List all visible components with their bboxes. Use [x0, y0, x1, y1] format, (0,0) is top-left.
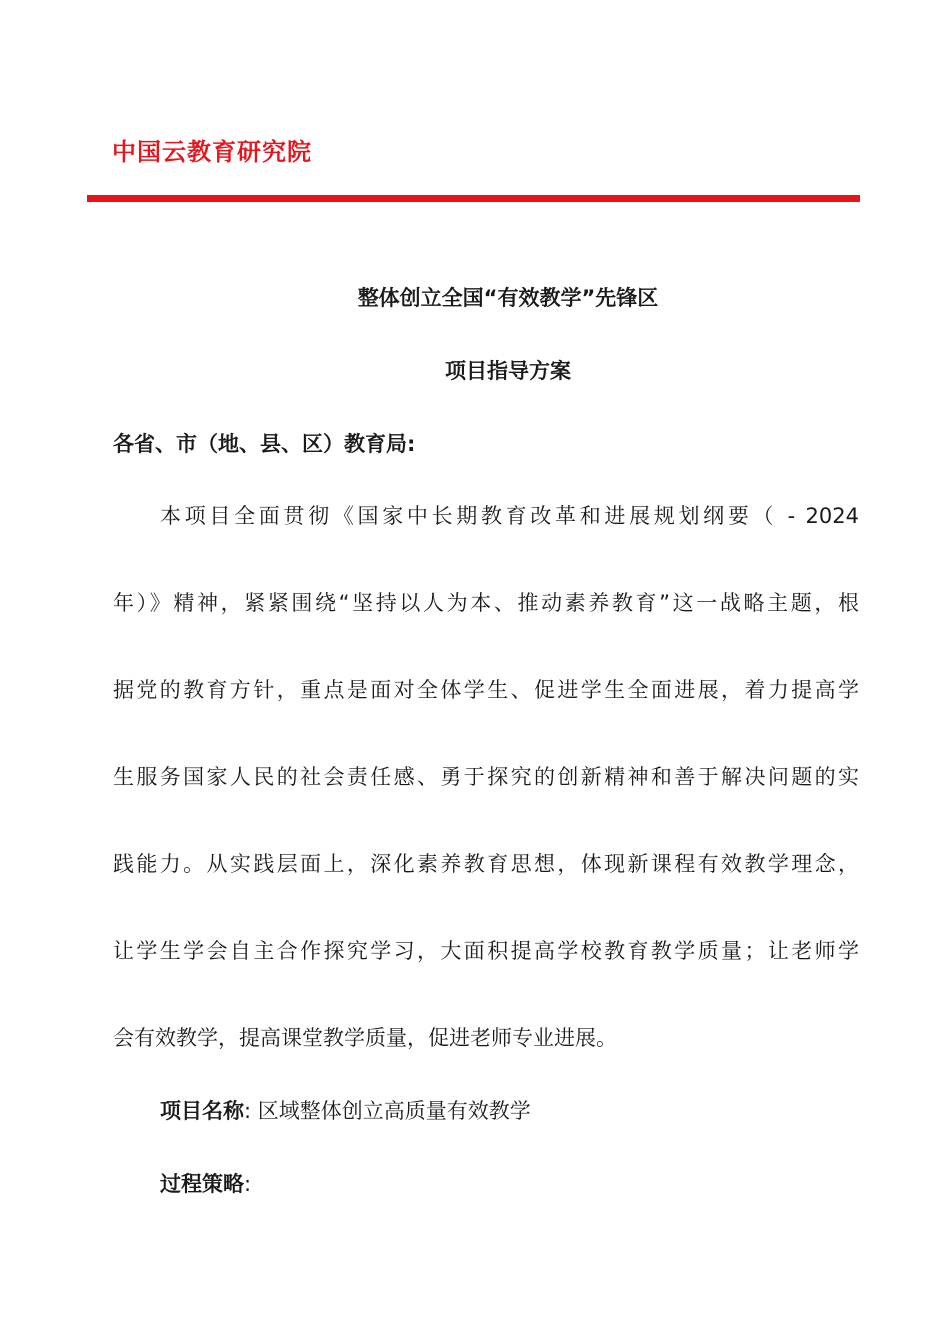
paragraph-line: 践能力。从实践层面上，深化素养教育思想，体现新课程有效教学理念， [113, 852, 859, 876]
paragraph-line: 年）》精神，紧紧围绕“坚持以人为本、推动素养教育”这一战略主题，根 [113, 591, 859, 615]
project-name-line [160, 1095, 531, 1125]
strategy-separator: : [244, 1172, 252, 1196]
project-name-label: 项目名称 [160, 1099, 244, 1123]
paragraph-line: 本项目全面贯彻《国家中长期教育改革和进展规划纲要（ - 2024 [160, 504, 859, 528]
document-title: 整体创立全国“有效教学”先锋区 [357, 286, 659, 310]
salutation: 各省、市（地、县、区）教育局: [113, 432, 416, 456]
organization-name: 中国云教育研究院 [112, 138, 312, 166]
strategy-label: 过程策略 [160, 1172, 244, 1196]
paragraph-line: 会有效教学，提高课堂教学质量，促进老师专业进展。 [113, 1026, 617, 1050]
paragraph-line: 让学生学会自主合作探究学习，大面积提高学校教育教学质量；让老师学 [113, 939, 859, 963]
strategy-line [160, 1168, 251, 1198]
paragraph-line: 据党的教育方针，重点是面对全体学生、促进学生全面进展，着力提高学 [113, 678, 859, 702]
project-name-value: 区域整体创立高质量有效教学 [257, 1099, 531, 1123]
paragraph-line: 生服务国家人民的社会责任感、勇于探究的创新精神和善于解决问题的实 [113, 765, 859, 789]
document-subtitle: 项目指导方案 [445, 359, 571, 383]
header-divider [87, 195, 860, 202]
project-name-separator: : [244, 1099, 258, 1123]
